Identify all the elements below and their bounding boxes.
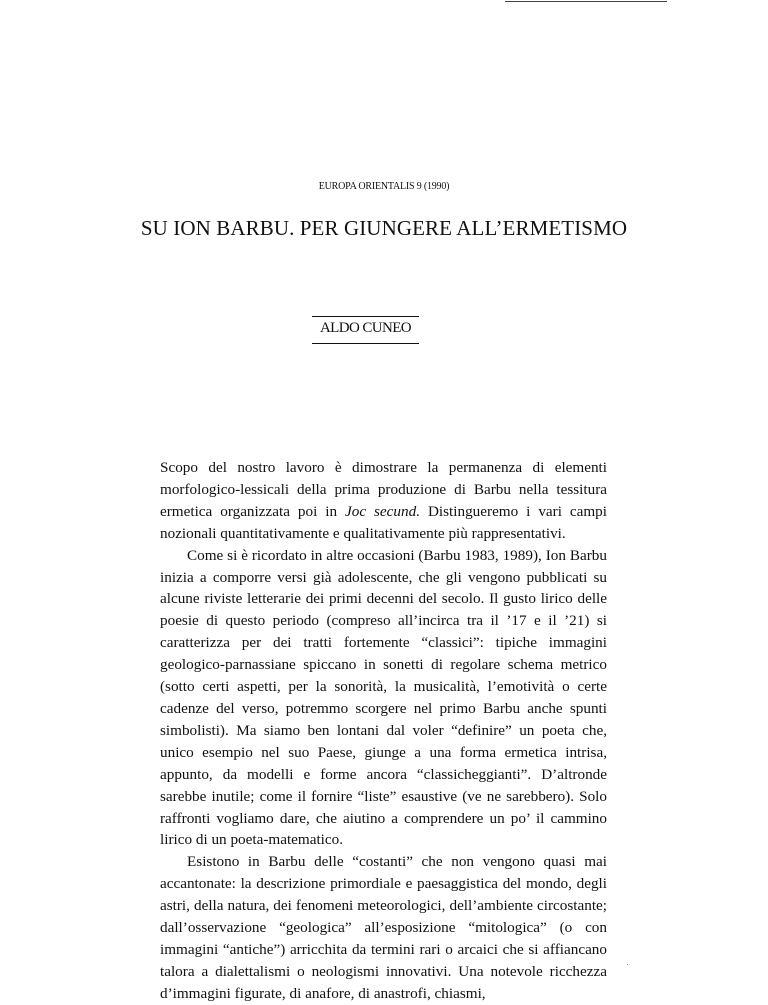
author-rule-bottom [312, 343, 419, 344]
paragraph-1-text-a: Scopo del nostro lavoro è dimostrare la permanenza di elementi morfologico-lessicali della prima produzione di Barbu nella tessitura ermetica organizzata poi in [160, 459, 607, 520]
scan-speck [627, 964, 628, 965]
paragraph-2: Come si è ricordato in altre occasioni (Barbu 1983, 1989), Ion Barbu inizia a comporre versi già adolescente, che gli vengono pubblicati su alcune riviste letterarie dei primi decenni del secolo. Il gusto lirico delle poesie di questo periodo (compreso all’incirca tra il ’17 e il ’21) si caratterizza per dei tratti fortemente “classici”: tipiche immagini geologico-parnassiane spiccano in sonetti di regolare schema metrico (sotto certi aspetti, per la sonorità, la musicalità, l’emotività o certe cadenze del verso, potremmo scorgere nel primo Barbu anche spunti simbolisti). Ma siamo ben lontani dal voler “definire” un poeta che, unico esempio nel suo Paese, giunge a una forma ermetica intrisa, appunto, da modelli e forme ancora “classicheggianti”. D’altronde sarebbe inutile; come il fornire “liste” esaustive (ve ne sarebbero). Solo raffronti vogliamo dare, che aiutino a comprendere un po’ il cammino lirico di un poeta-matematico. [160, 546, 607, 849]
paragraph-1-text-b: Distingueremo i vari campi nozionali quantitativamente e qualitativamente più rappresentativi. [160, 502, 607, 542]
article-body [160, 457, 607, 1005]
paragraph-1-title-ref: Joc secund. [345, 502, 420, 520]
article-title: SU ION BARBU. PER GIUNGERE ALL’ERMETISMO [140, 216, 628, 240]
top-rule [505, 1, 667, 2]
journal-header: EUROPA ORIENTALIS 9 (1990) [318, 181, 450, 192]
author-block [312, 316, 419, 344]
paragraph-1 [160, 457, 607, 545]
paragraph-3: Esistono in Barbu delle “costanti” che non vengono quasi mai accantonate: la descrizione primordiale e paesaggistica del mondo, degli astri, della natura, dei fenomeni meteorologici, dell’ambiente circostante; dall’osservazione “geologica” all’esposizione “mitologica” (o con immagini “antiche”) arricchita da termini rari o arcaici che si affiancano talora a dialettalismi o neologismi innovativi. Una notevole ricchezza d’immagini figurate, di anafore, di anastrofi, chiasmi, [160, 853, 607, 1002]
author-name: ALDO CUNEO [319, 320, 412, 336]
